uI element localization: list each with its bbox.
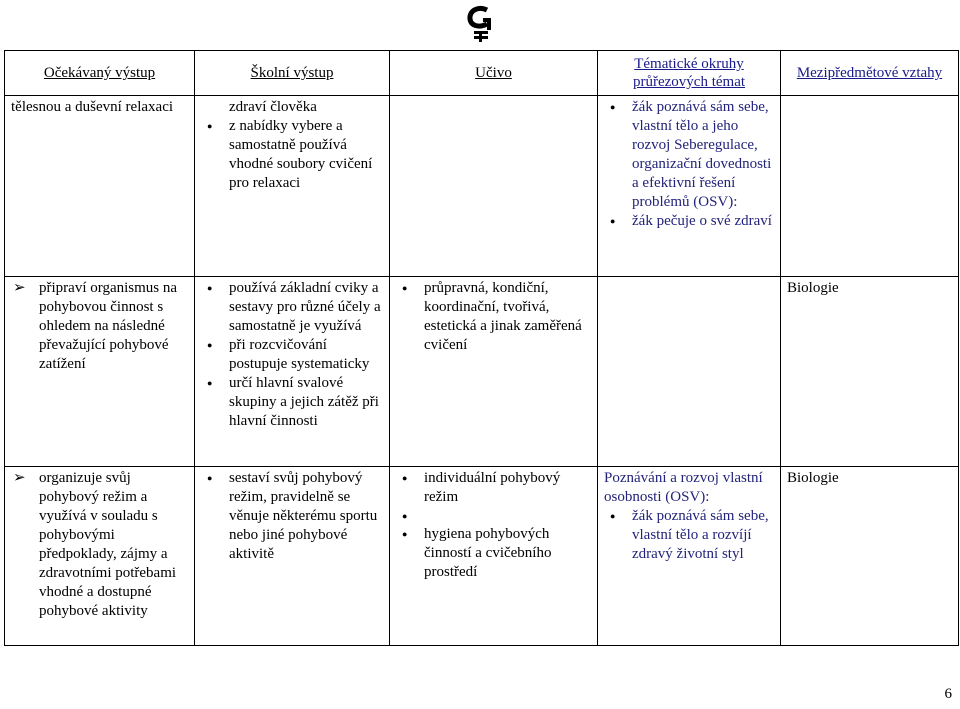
school-outcome-cell xyxy=(195,96,390,277)
list-item: ● průpravná, kondiční, koordinační, tvořivá, estetická a jinak zaměřená cvičení xyxy=(396,279,591,355)
list-item: ● určí hlavní svalové skupiny a jejich zátěž při hlavní činnosti xyxy=(201,374,383,431)
curriculum-cell xyxy=(390,277,598,467)
list-item: ● při rozcvičování postupuje systematicky xyxy=(201,336,383,374)
curriculum-table xyxy=(4,50,959,646)
outcome-text: tělesnou a duševní relaxaci xyxy=(11,99,174,115)
relations-text: Biologie xyxy=(787,280,839,296)
table-row xyxy=(5,467,959,646)
list-item: ● žák poznává sám sebe, vlastní tělo a rozvíjí zdravý životní styl xyxy=(604,507,774,564)
list-item: ● individuální pohybový režim xyxy=(396,469,591,507)
school-logo-icon xyxy=(465,4,497,42)
header-interdisciplinary-relations: Mezipředmětové vztahy xyxy=(781,51,959,96)
list-item: ● z nabídky vybere a samostatně používá vhodné soubory cvičení pro relaxaci xyxy=(201,117,383,193)
expected-outcome-cell xyxy=(5,96,195,277)
table-row xyxy=(5,277,959,467)
themes-cell xyxy=(598,96,781,277)
relations-cell xyxy=(781,467,959,646)
school-text: zdraví člověka xyxy=(229,99,317,115)
expected-outcome-cell xyxy=(5,277,195,467)
header-expected-outcome: Očekávaný výstup xyxy=(5,51,195,96)
list-item: ● používá základní cviky a sestavy pro různé účely a samostatně je využívá xyxy=(201,279,383,336)
relations-cell xyxy=(781,96,959,277)
header-cross-curricular-themes: Tématické okruhy průřezových témat xyxy=(598,51,781,96)
list-item: ➢ organizuje svůj pohybový režim a využívá v souladu s pohybovými předpoklady, zájmy a zdravotními potřebami vhodné a dostupné pohybové aktivity xyxy=(11,469,188,621)
relations-text: Biologie xyxy=(787,470,839,486)
themes-cell xyxy=(598,277,781,467)
school-outcome-cell xyxy=(195,277,390,467)
table-header-row xyxy=(5,51,959,96)
list-item: ● žák poznává sám sebe, vlastní tělo a jeho rozvoj Seberegulace, organizační dovednosti a efektivní řešení problémů (OSV): xyxy=(604,98,774,212)
curriculum-cell xyxy=(390,96,598,277)
list-item: ● žák pečuje o své zdraví xyxy=(604,212,774,231)
school-outcome-cell xyxy=(195,467,390,646)
list-item: ● hygiena pohybových činností a cvičebního prostředí xyxy=(396,525,591,582)
page-number: 6 xyxy=(944,686,952,702)
curriculum-cell xyxy=(390,467,598,646)
header-curriculum: Učivo xyxy=(390,51,598,96)
themes-cell xyxy=(598,467,781,646)
themes-title: Poznávání a rozvoj vlastní osobnosti (OSV): xyxy=(604,470,763,505)
table-row xyxy=(5,96,959,277)
expected-outcome-cell xyxy=(5,467,195,646)
list-item: ● sestaví svůj pohybový režim, pravidelně se věnuje některému sportu nebo jiné pohybové aktivitě xyxy=(201,469,383,564)
list-item: ➢ připraví organismus na pohybovou činnost s ohledem na následné převažující pohybové zatížení xyxy=(11,279,188,374)
relations-cell xyxy=(781,277,959,467)
header-school-outcome: Školní výstup xyxy=(195,51,390,96)
